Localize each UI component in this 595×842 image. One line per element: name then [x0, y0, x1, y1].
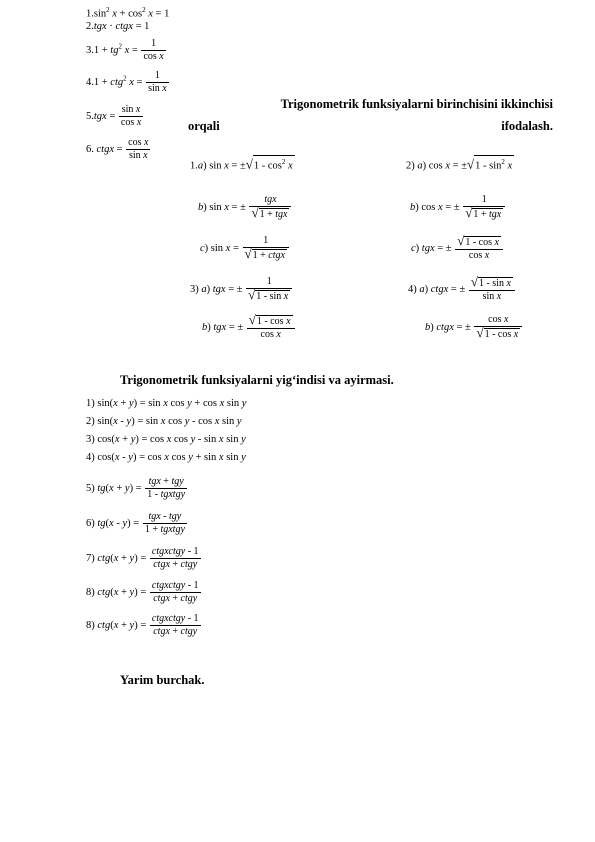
- section-heading-half: Yarim burchak.: [120, 673, 205, 687]
- express-3b: b) tgx = ± $\frac{\text{√1 - cos x}}{\text{cos x}}$: [202, 314, 296, 341]
- express-2b: b) cos x = ± $\frac{1}{\text{√1 + tgx}}$: [410, 194, 506, 221]
- sum-2: 2) sin(x - y) = sin x cos y - cos x sin y: [86, 416, 242, 427]
- sum-1: 1) sin(x + y) = sin x cos y + cos x sin y: [86, 398, 247, 409]
- identity-3: $3.1 + tg^2$ x = $\frac{1}{\text{cos x}}$: [86, 38, 164, 62]
- identity-4: 4.1 + ctg$^2$ x = $\frac{1}{\text{sin x}}$: [86, 70, 167, 94]
- section-heading-sum: Trigonometrik funksiyalarni yig‘indisi va ayirmasi.: [120, 373, 394, 387]
- section-heading-express-right: ifodalash.: [501, 119, 553, 133]
- sum-5: 5) tg(x + y) = $\frac{\text{tgx + tgy}}{\text{1 - tgxtgy}}$: [86, 476, 186, 500]
- identity-5: 5.tgx = $\frac{\text{sin x}}{\text{cos x}}$: [86, 104, 142, 128]
- express-3a: 3) a) tgx = ± $\frac{1}{\text{√1 - sin x}}$: [190, 276, 293, 303]
- express-4a: 4) a) ctgx = ± $\frac{\text{√1 - sin x}}{\text{sin x}}$: [408, 276, 516, 303]
- express-2a: 2) a) $\cos x = \pm√1 - \sin^2 x$: [406, 156, 513, 172]
- express-1b: b) sin x = ± $\frac{\text{tgx}}{\text{√1 + tgx}}$: [198, 194, 292, 221]
- identity-1: $1.\sin^2$ $x + \cos^2 x = 1$: [86, 6, 170, 20]
- identity-6: 6. ctgx = $\frac{\text{cos x}}{\text{sin x}}$: [86, 137, 149, 161]
- express-2c: c) tgx = ± $\frac{\text{√1 - cos x}}{\text{cos x}}$: [411, 235, 504, 262]
- sum-8: 8) ctg(x + y) = $\frac{\text{ctgxctgy - 1}}{\text{ctgx + ctgy}}$: [86, 580, 199, 604]
- sum-8-repeat: 8) ctg(x + y) = $\frac{\text{ctgxctgy - 1}}{\text{ctgx + ctgy}}$: [86, 613, 199, 637]
- express-1a: 1.a) $\sin x = \pm√1 - \cos^2 x$: [190, 156, 293, 172]
- sum-6: 6) tg(x - y) = $\frac{\text{tgx - tgy}}{\text{1 + tgxtgy}}$: [86, 511, 185, 535]
- sum-3: 3) cos(x + y) = cos x cos y - sin x sin y: [86, 434, 246, 445]
- express-4b: b) ctgx = ± $\frac{\text{cos x}}{\text{√1 - cos x}}$: [425, 314, 523, 341]
- section-heading-express-line1: Trigonometrik funksiyalarni birinchisini ikkinchisi: [280, 97, 553, 111]
- express-1c: c) sin x = $\frac{1}{\text{√1 + ctgx}}$: [200, 235, 290, 262]
- identity-2: 2.tgx · ctgx = 1: [86, 21, 150, 32]
- sum-7: 7) ctg(x + y) = $\frac{\text{ctgxctgy - 1}}{\text{ctgx + ctgy}}$: [86, 546, 199, 570]
- section-heading-express-left: orqali: [188, 119, 220, 133]
- sum-4: 4) cos(x - y) = cos x cos y + sin x sin y: [86, 452, 246, 463]
